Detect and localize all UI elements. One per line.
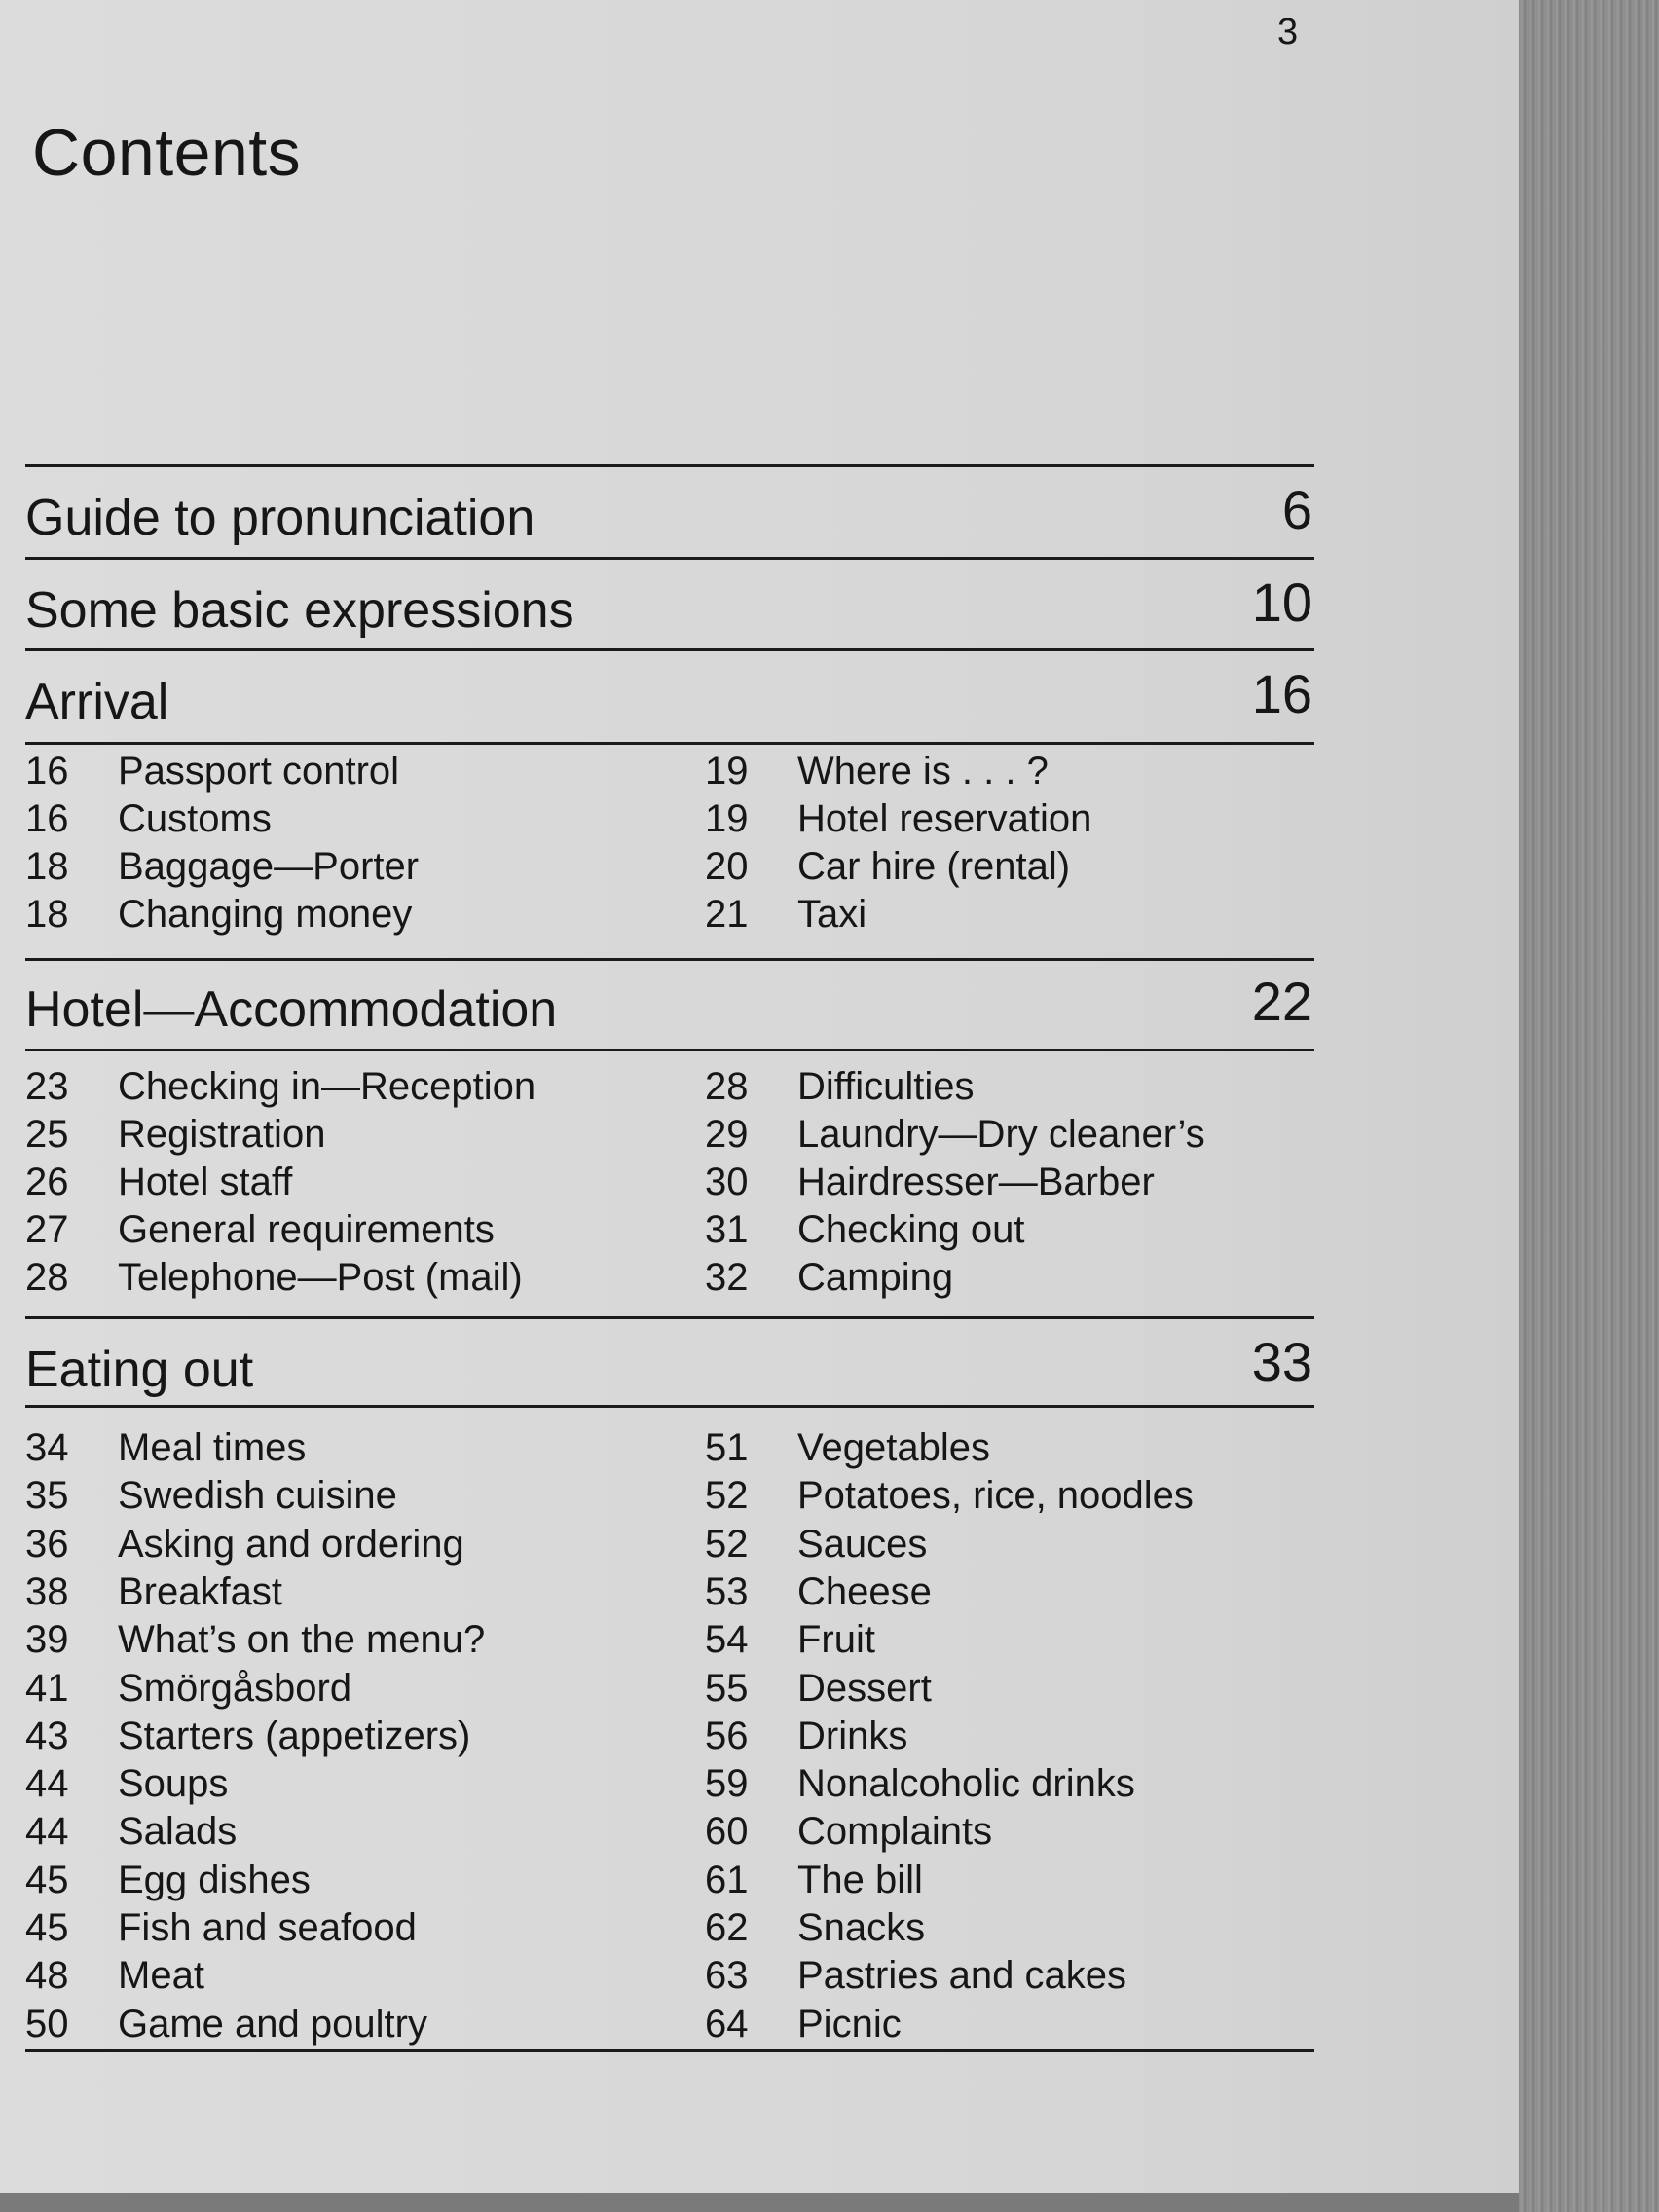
entry-label: What’s on the menu? <box>118 1618 486 1661</box>
section-heading[interactable] <box>25 1331 1312 1404</box>
entry-page-number: 26 <box>25 1161 69 1203</box>
entry-page-number: 59 <box>705 1762 749 1805</box>
entry-label: Checking out <box>797 1208 1025 1251</box>
entry-label: Fruit <box>797 1618 875 1661</box>
section-title: Eating out <box>25 1342 254 1398</box>
section-title: Arrival <box>25 674 169 730</box>
entry-label: Nonalcoholic drinks <box>797 1762 1135 1805</box>
section-divider <box>25 742 1314 745</box>
entry-label: Taxi <box>797 893 867 936</box>
entry-label: Telephone—Post (mail) <box>118 1256 523 1299</box>
entry-label: Game and poultry <box>118 2003 427 2046</box>
entry-label: Cheese <box>797 1570 932 1613</box>
entry-label: Smörgåsbord <box>118 1667 352 1710</box>
entry-page-number: 52 <box>705 1474 749 1517</box>
entry-page-number: 60 <box>705 1810 749 1853</box>
entry-page-number: 53 <box>705 1570 749 1613</box>
section-page-number: 10 <box>1251 571 1312 633</box>
entry-label: Registration <box>118 1113 326 1156</box>
section-page-number: 6 <box>1281 479 1312 540</box>
entry-label: Fish and seafood <box>118 1906 417 1949</box>
entry-page-number: 29 <box>705 1113 749 1156</box>
entry-label: Picnic <box>797 2003 902 2046</box>
entry-page-number: 52 <box>705 1523 749 1566</box>
section-page-number: 16 <box>1251 663 1312 724</box>
entry-page-number: 45 <box>25 1859 69 1901</box>
entry-page-number: 56 <box>705 1714 749 1757</box>
entry-page-number: 32 <box>705 1256 749 1299</box>
entry-label: Asking and ordering <box>118 1523 464 1566</box>
entry-page-number: 28 <box>25 1256 69 1299</box>
entry-page-number: 51 <box>705 1426 749 1469</box>
entry-page-number: 28 <box>705 1065 749 1108</box>
entry-page-number: 36 <box>25 1523 69 1566</box>
section-heading[interactable] <box>25 571 1312 645</box>
section-divider <box>25 464 1314 467</box>
entry-label: Starters (appetizers) <box>118 1714 471 1757</box>
entry-page-number: 54 <box>705 1618 749 1661</box>
entry-page-number: 30 <box>705 1161 749 1203</box>
section-divider <box>25 2049 1314 2052</box>
entry-label: Vegetables <box>797 1426 990 1469</box>
section-heading[interactable] <box>25 663 1312 736</box>
entry-page-number: 64 <box>705 2003 749 2046</box>
entry-page-number: 43 <box>25 1714 69 1757</box>
entry-label: Complaints <box>797 1810 993 1853</box>
entry-label: Checking in—Reception <box>118 1065 536 1108</box>
entry-label: Changing money <box>118 893 413 936</box>
entry-page-number: 25 <box>25 1113 69 1156</box>
entry-page-number: 35 <box>25 1474 69 1517</box>
entry-label: The bill <box>797 1859 923 1901</box>
entry-page-number: 19 <box>705 797 749 840</box>
section-heading[interactable] <box>25 479 1312 552</box>
section-page-number: 33 <box>1251 1331 1312 1392</box>
entry-page-number: 34 <box>25 1426 69 1469</box>
entry-label: Meal times <box>118 1426 307 1469</box>
page-bottom-shadow <box>0 2193 1519 2212</box>
entry-page-number: 48 <box>25 1954 69 1997</box>
section-divider <box>25 1049 1314 1051</box>
section-title: Hotel—Accommodation <box>25 981 558 1038</box>
entry-page-number: 38 <box>25 1570 69 1613</box>
entry-label: Car hire (rental) <box>797 845 1071 888</box>
entry-label: Sauces <box>797 1523 928 1566</box>
entry-page-number: 23 <box>25 1065 69 1108</box>
entry-page-number: 50 <box>25 2003 69 2046</box>
page-title: Contents <box>32 116 302 190</box>
entry-page-number: 62 <box>705 1906 749 1949</box>
entry-label: Customs <box>118 797 272 840</box>
entry-label: Pastries and cakes <box>797 1954 1126 1997</box>
entry-label: Breakfast <box>118 1570 282 1613</box>
entry-page-number: 63 <box>705 1954 749 1997</box>
entry-label: Egg dishes <box>118 1859 311 1901</box>
entry-label: General requirements <box>118 1208 495 1251</box>
entry-page-number: 16 <box>25 797 69 840</box>
section-page-number: 22 <box>1251 971 1312 1032</box>
entry-label: Snacks <box>797 1906 926 1949</box>
entry-label: Difficulties <box>797 1065 975 1108</box>
entry-label: Dessert <box>797 1667 932 1710</box>
entry-label: Camping <box>797 1256 954 1299</box>
entry-page-number: 55 <box>705 1667 749 1710</box>
section-divider <box>25 1405 1314 1408</box>
entry-page-number: 39 <box>25 1618 69 1661</box>
page-number: 3 <box>1277 12 1299 53</box>
entry-page-number: 45 <box>25 1906 69 1949</box>
background-edge <box>1519 0 1659 2212</box>
entry-page-number: 61 <box>705 1859 749 1901</box>
entry-page-number: 16 <box>25 750 69 793</box>
entry-page-number: 27 <box>25 1208 69 1251</box>
entry-label: Hotel reservation <box>797 797 1092 840</box>
entry-label: Potatoes, rice, noodles <box>797 1474 1194 1517</box>
entry-page-number: 18 <box>25 893 69 936</box>
entry-page-number: 19 <box>705 750 749 793</box>
entry-label: Baggage—Porter <box>118 845 420 888</box>
entry-page-number: 18 <box>25 845 69 888</box>
section-heading[interactable] <box>25 971 1312 1044</box>
section-divider <box>25 958 1314 961</box>
entry-page-number: 21 <box>705 893 749 936</box>
section-title: Guide to pronunciation <box>25 490 535 546</box>
entry-label: Meat <box>118 1954 204 1997</box>
entry-page-number: 41 <box>25 1667 69 1710</box>
entry-label: Hotel staff <box>118 1161 293 1203</box>
section-title: Some basic expressions <box>25 582 574 639</box>
section-divider <box>25 557 1314 560</box>
entry-label: Laundry—Dry cleaner’s <box>797 1113 1205 1156</box>
entry-label: Hairdresser—Barber <box>797 1161 1155 1203</box>
entry-page-number: 20 <box>705 845 749 888</box>
entry-label: Swedish cuisine <box>118 1474 397 1517</box>
entry-label: Passport control <box>118 750 400 793</box>
entry-label: Soups <box>118 1762 229 1805</box>
entry-label: Drinks <box>797 1714 908 1757</box>
entry-label: Where is . . . ? <box>797 750 1049 793</box>
entry-page-number: 31 <box>705 1208 749 1251</box>
entry-page-number: 44 <box>25 1810 69 1853</box>
entry-page-number: 44 <box>25 1762 69 1805</box>
section-divider <box>25 1316 1314 1319</box>
entry-label: Salads <box>118 1810 238 1853</box>
section-divider <box>25 648 1314 651</box>
